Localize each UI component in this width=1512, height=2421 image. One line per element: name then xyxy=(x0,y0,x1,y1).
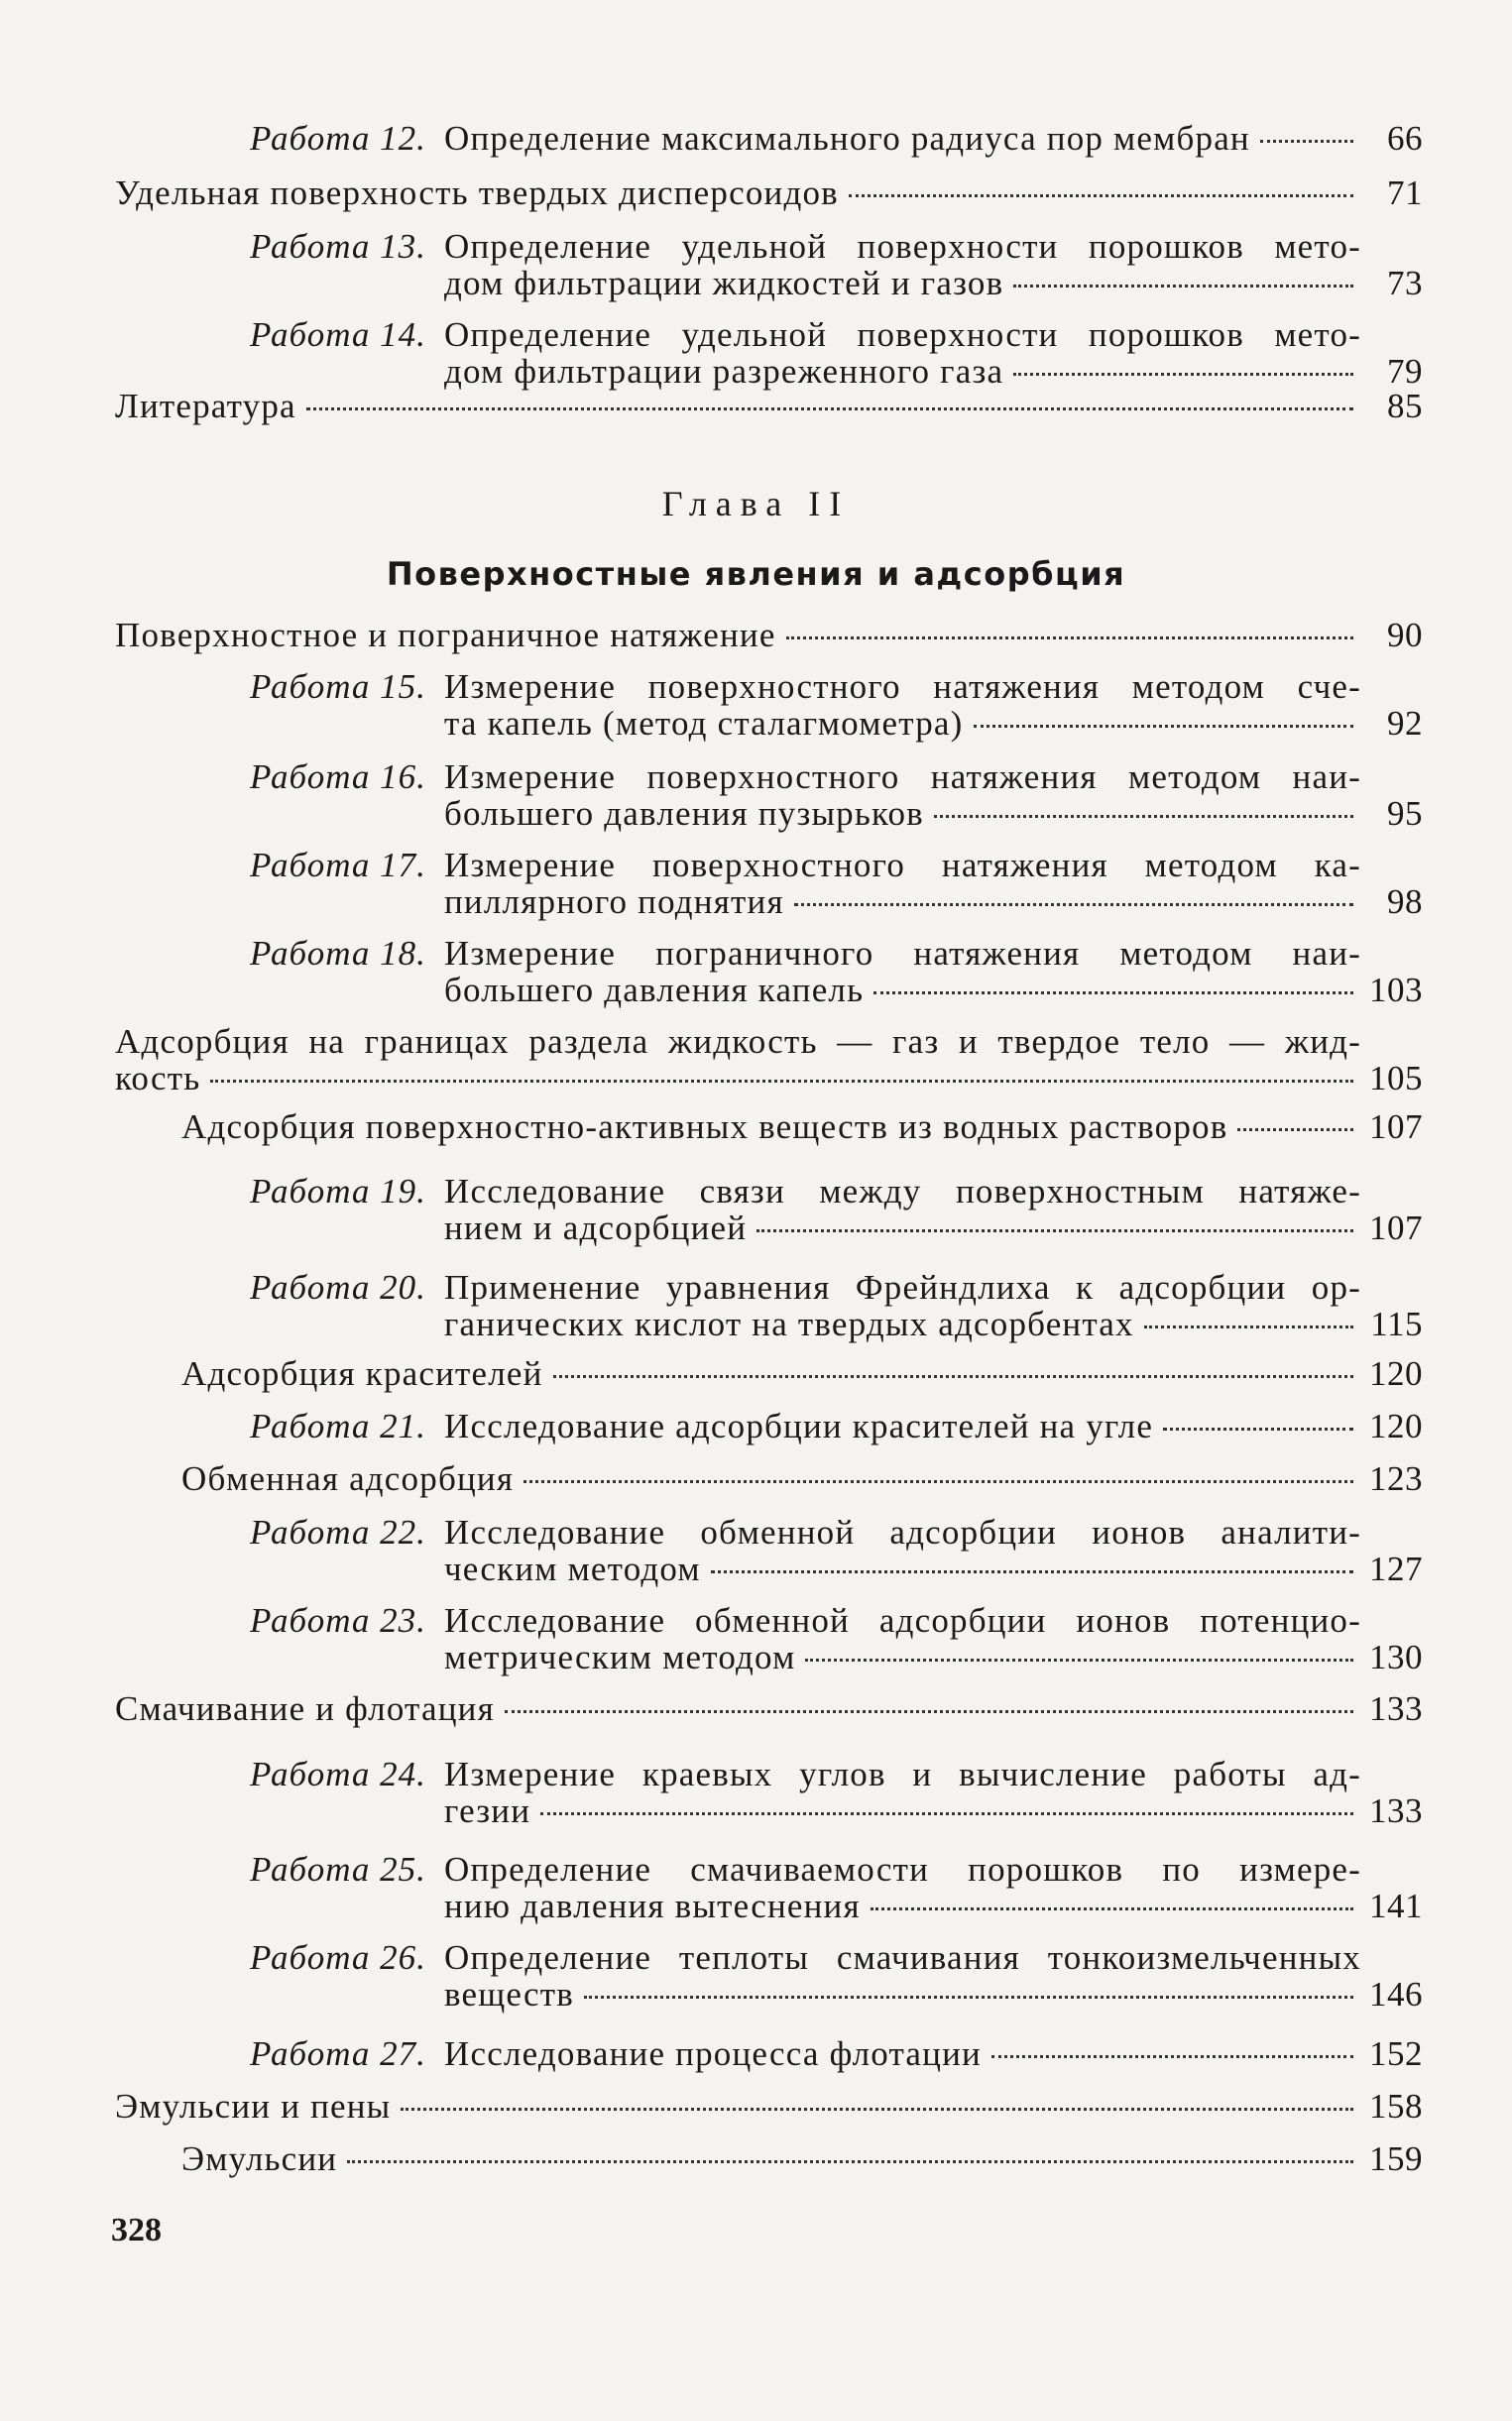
page-ref: 120 xyxy=(1369,1407,1423,1445)
work-number: Работа 15. xyxy=(250,667,426,706)
entry-title: гезии xyxy=(444,1791,531,1830)
dot-leader xyxy=(1163,1427,1353,1431)
page-ref: 85 xyxy=(1387,387,1423,425)
entry-title: Адсорбция поверхностно-активных веществ из водных растворов xyxy=(181,1107,1228,1146)
work-number: Работа 22. xyxy=(250,1513,426,1552)
entry-title: нием и адсорбцией xyxy=(444,1209,748,1247)
toc-entry-section xyxy=(181,2140,1423,2177)
toc-line xyxy=(250,1514,1423,1551)
toc-line xyxy=(181,2140,1423,2177)
page-ref: 115 xyxy=(1370,1305,1423,1343)
toc-line xyxy=(250,847,1423,883)
work-number: Работа 14. xyxy=(250,315,426,354)
entry-title: дом фильтрации разреженного газа xyxy=(444,352,1004,391)
entry-title: Поверхностное и пограничное натяжение xyxy=(115,616,776,654)
entry-title: Определение максимального радиуса пор мембран xyxy=(444,119,1250,158)
toc-line xyxy=(250,1306,1423,1342)
entry-title: Удельная поверхность твердых дисперсоидов xyxy=(115,173,839,212)
dot-leader xyxy=(505,1709,1353,1713)
toc-entry-work xyxy=(250,228,1423,301)
entry-title: Определение смачиваемости порошков по измере- xyxy=(444,1850,1361,1889)
page-ref: 133 xyxy=(1369,1689,1423,1728)
page-ref: 66 xyxy=(1387,119,1423,158)
toc-line xyxy=(250,1408,1423,1444)
toc-entry-work xyxy=(250,1514,1423,1587)
toc-entry-section xyxy=(115,1023,1423,1096)
entry-title: Смачивание и флотация xyxy=(115,1689,495,1728)
page-ref: 146 xyxy=(1369,1975,1423,2014)
toc-line xyxy=(250,935,1423,972)
toc-line xyxy=(115,617,1423,653)
page-ref: 107 xyxy=(1369,1209,1423,1247)
entry-title: Эмульсии и пены xyxy=(115,2087,392,2126)
page-ref: 79 xyxy=(1387,352,1423,391)
entry-title: Исследование связи между поверхностным натяже- xyxy=(444,1172,1361,1210)
entry-title: Исследование обменной адсорбции ионов аналити- xyxy=(444,1513,1361,1552)
toc-entry-section xyxy=(115,2088,1423,2125)
entry-title: нию давления вытеснения xyxy=(444,1887,861,1925)
page-ref: 95 xyxy=(1387,794,1423,833)
entry-title: большего давления пузырьков xyxy=(444,794,924,833)
toc-line xyxy=(181,1108,1423,1145)
toc-line xyxy=(115,2088,1423,2125)
toc-line xyxy=(115,1060,1423,1096)
page-number: 328 xyxy=(111,2212,162,2248)
page-ref: 159 xyxy=(1369,2139,1423,2178)
entry-title: ганических кислот на твердых адсорбентах xyxy=(444,1305,1134,1343)
toc-line xyxy=(115,174,1423,211)
entry-title: Определение теплоты смачивания тонкоизмельченных xyxy=(444,1938,1361,1977)
toc-line xyxy=(181,1355,1423,1392)
entry-title: Измерение поверхностного натяжения методом наи- xyxy=(444,757,1361,796)
page-ref: 152 xyxy=(1369,2034,1423,2073)
toc-line xyxy=(250,265,1423,301)
page-ref: 133 xyxy=(1369,1791,1423,1830)
toc-entry-work xyxy=(250,1939,1423,2013)
toc-line xyxy=(250,1210,1423,1246)
toc-entry-section xyxy=(115,174,1423,211)
chapter-title: Поверхностные явления и адсорбция xyxy=(386,555,1126,593)
entry-title: Исследование адсорбции красителей на угле xyxy=(444,1407,1154,1445)
toc-entry-work xyxy=(250,847,1423,920)
toc-line xyxy=(250,353,1423,390)
entry-title: Определение удельной поверхности порошков мето- xyxy=(444,315,1361,354)
entry-title: Адсорбция на границах раздела жидкость — газ и твердое тело — жид- xyxy=(115,1022,1361,1061)
toc-entry-section xyxy=(181,1355,1423,1392)
work-number: Работа 27. xyxy=(250,2034,426,2073)
entry-title: Исследование процесса флотации xyxy=(444,2034,982,2073)
dot-leader xyxy=(1237,1127,1353,1131)
page-ref: 158 xyxy=(1369,2087,1423,2126)
entry-title: Адсорбция красителей xyxy=(181,1354,543,1393)
work-number: Работа 16. xyxy=(250,757,426,796)
toc-entry-work xyxy=(250,1756,1423,1829)
toc-entry-work xyxy=(250,1173,1423,1246)
toc-line xyxy=(250,2035,1423,2072)
dot-leader xyxy=(347,2159,1353,2163)
work-number: Работа 21. xyxy=(250,1407,426,1445)
toc-line xyxy=(250,705,1423,742)
toc-entry-work xyxy=(250,1851,1423,1924)
entry-title: Измерение краевых углов и вычисление работы ад- xyxy=(444,1755,1361,1793)
page-ref: 90 xyxy=(1387,616,1423,654)
page-ref: 98 xyxy=(1387,882,1423,921)
toc-line xyxy=(250,1173,1423,1210)
dot-leader xyxy=(934,814,1353,818)
dot-leader xyxy=(786,635,1353,639)
toc-line xyxy=(250,883,1423,920)
toc-line xyxy=(250,1269,1423,1306)
work-number: Работа 13. xyxy=(250,227,426,266)
page-ref: 120 xyxy=(1369,1354,1423,1393)
dot-leader xyxy=(711,1569,1353,1573)
page-ref: 103 xyxy=(1369,971,1423,1009)
toc-line xyxy=(115,1690,1423,1727)
dot-leader xyxy=(805,1658,1353,1662)
page-ref: 73 xyxy=(1387,264,1423,302)
toc-line xyxy=(250,120,1423,157)
entry-title: кость xyxy=(115,1059,201,1097)
toc-entry-section xyxy=(115,617,1423,653)
dot-leader xyxy=(210,1079,1353,1083)
toc-line xyxy=(250,316,1423,353)
toc-entry-section xyxy=(181,1460,1423,1497)
toc-entry-work xyxy=(250,758,1423,832)
page-ref: 127 xyxy=(1369,1550,1423,1588)
dot-leader xyxy=(1260,139,1353,143)
toc-line xyxy=(250,795,1423,832)
toc-entry-work xyxy=(250,935,1423,1008)
dot-leader xyxy=(794,902,1353,906)
work-number: Работа 26. xyxy=(250,1938,426,1977)
entry-title: веществ xyxy=(444,1975,574,2014)
toc-line xyxy=(250,1551,1423,1587)
entry-title: метрическим методом xyxy=(444,1638,796,1676)
toc-line xyxy=(250,1639,1423,1675)
entry-title: дом фильтрации жидкостей и газов xyxy=(444,264,1004,302)
page-ref: 107 xyxy=(1369,1107,1423,1146)
toc-entry-work xyxy=(250,2035,1423,2072)
dot-leader xyxy=(540,1811,1353,1815)
entry-title: Определение удельной поверхности порошков мето- xyxy=(444,227,1361,266)
toc-entry-work xyxy=(250,1269,1423,1342)
entry-title: большего давления капель xyxy=(444,971,865,1009)
toc-entry-work xyxy=(250,668,1423,742)
dot-leader xyxy=(401,2107,1353,2111)
dot-leader xyxy=(873,990,1353,994)
toc-line xyxy=(250,668,1423,705)
toc-line xyxy=(115,388,1423,424)
work-number: Работа 17. xyxy=(250,846,426,884)
dot-leader xyxy=(991,2054,1353,2058)
page-ref: 92 xyxy=(1387,704,1423,743)
entry-title: Измерение поверхностного натяжения методом ка- xyxy=(444,846,1361,884)
entry-title: Измерение пограничного натяжения методом наи- xyxy=(444,934,1361,973)
toc-line xyxy=(250,1756,1423,1792)
toc-entry-work xyxy=(250,316,1423,390)
toc-line xyxy=(250,1939,1423,1976)
toc-entry-work xyxy=(250,120,1423,157)
toc-line xyxy=(250,1888,1423,1924)
page-ref: 71 xyxy=(1387,173,1423,212)
page-ref: 141 xyxy=(1369,1887,1423,1925)
toc-entry-section xyxy=(115,1690,1423,1727)
toc-entry-work xyxy=(250,1602,1423,1675)
entry-title: Исследование обменной адсорбции ионов потенцио- xyxy=(444,1601,1361,1640)
toc-line xyxy=(250,1602,1423,1639)
entry-title: Обменная адсорбция xyxy=(181,1459,515,1498)
toc-line xyxy=(250,1976,1423,2013)
toc-line xyxy=(250,1792,1423,1829)
dot-leader xyxy=(849,193,1353,197)
dot-leader xyxy=(756,1228,1353,1232)
dot-leader xyxy=(553,1374,1353,1378)
toc-line xyxy=(250,228,1423,265)
dot-leader xyxy=(974,724,1354,728)
dot-leader xyxy=(1013,372,1353,376)
work-number: Работа 25. xyxy=(250,1850,426,1889)
entry-title: пиллярного поднятия xyxy=(444,882,784,921)
entry-title: та капель (метод сталагмометра) xyxy=(444,704,964,743)
toc-line xyxy=(250,1851,1423,1888)
entry-title: Измерение поверхностного натяжения методом сче- xyxy=(444,667,1361,706)
work-number: Работа 20. xyxy=(250,1268,426,1307)
toc-line xyxy=(250,758,1423,795)
entry-title: Применение уравнения Фрейндлиха к адсорбции ор- xyxy=(444,1268,1361,1307)
dot-leader xyxy=(871,1906,1353,1910)
toc-line xyxy=(115,1023,1423,1060)
toc-entry-section xyxy=(115,388,1423,424)
page-ref: 123 xyxy=(1369,1459,1423,1498)
toc-entry-work xyxy=(250,1408,1423,1444)
entry-title: Эмульсии xyxy=(181,2139,338,2178)
toc-entry-section xyxy=(181,1108,1423,1145)
dot-leader xyxy=(1013,284,1353,288)
chapter-heading: Глава II xyxy=(661,484,851,523)
work-number: Работа 12. xyxy=(250,119,426,158)
dot-leader xyxy=(306,406,1353,410)
entry-title: ческим методом xyxy=(444,1550,701,1588)
entry-title: Литература xyxy=(115,387,296,425)
toc-line xyxy=(181,1460,1423,1497)
work-number: Работа 19. xyxy=(250,1172,426,1210)
work-number: Работа 18. xyxy=(250,934,426,973)
dot-leader xyxy=(584,1995,1353,1999)
page-ref: 105 xyxy=(1369,1059,1423,1097)
dot-leader xyxy=(523,1479,1353,1483)
toc-line xyxy=(250,972,1423,1008)
work-number: Работа 23. xyxy=(250,1601,426,1640)
dot-leader xyxy=(1144,1325,1353,1328)
work-number: Работа 24. xyxy=(250,1755,426,1793)
page-ref: 130 xyxy=(1369,1638,1423,1676)
